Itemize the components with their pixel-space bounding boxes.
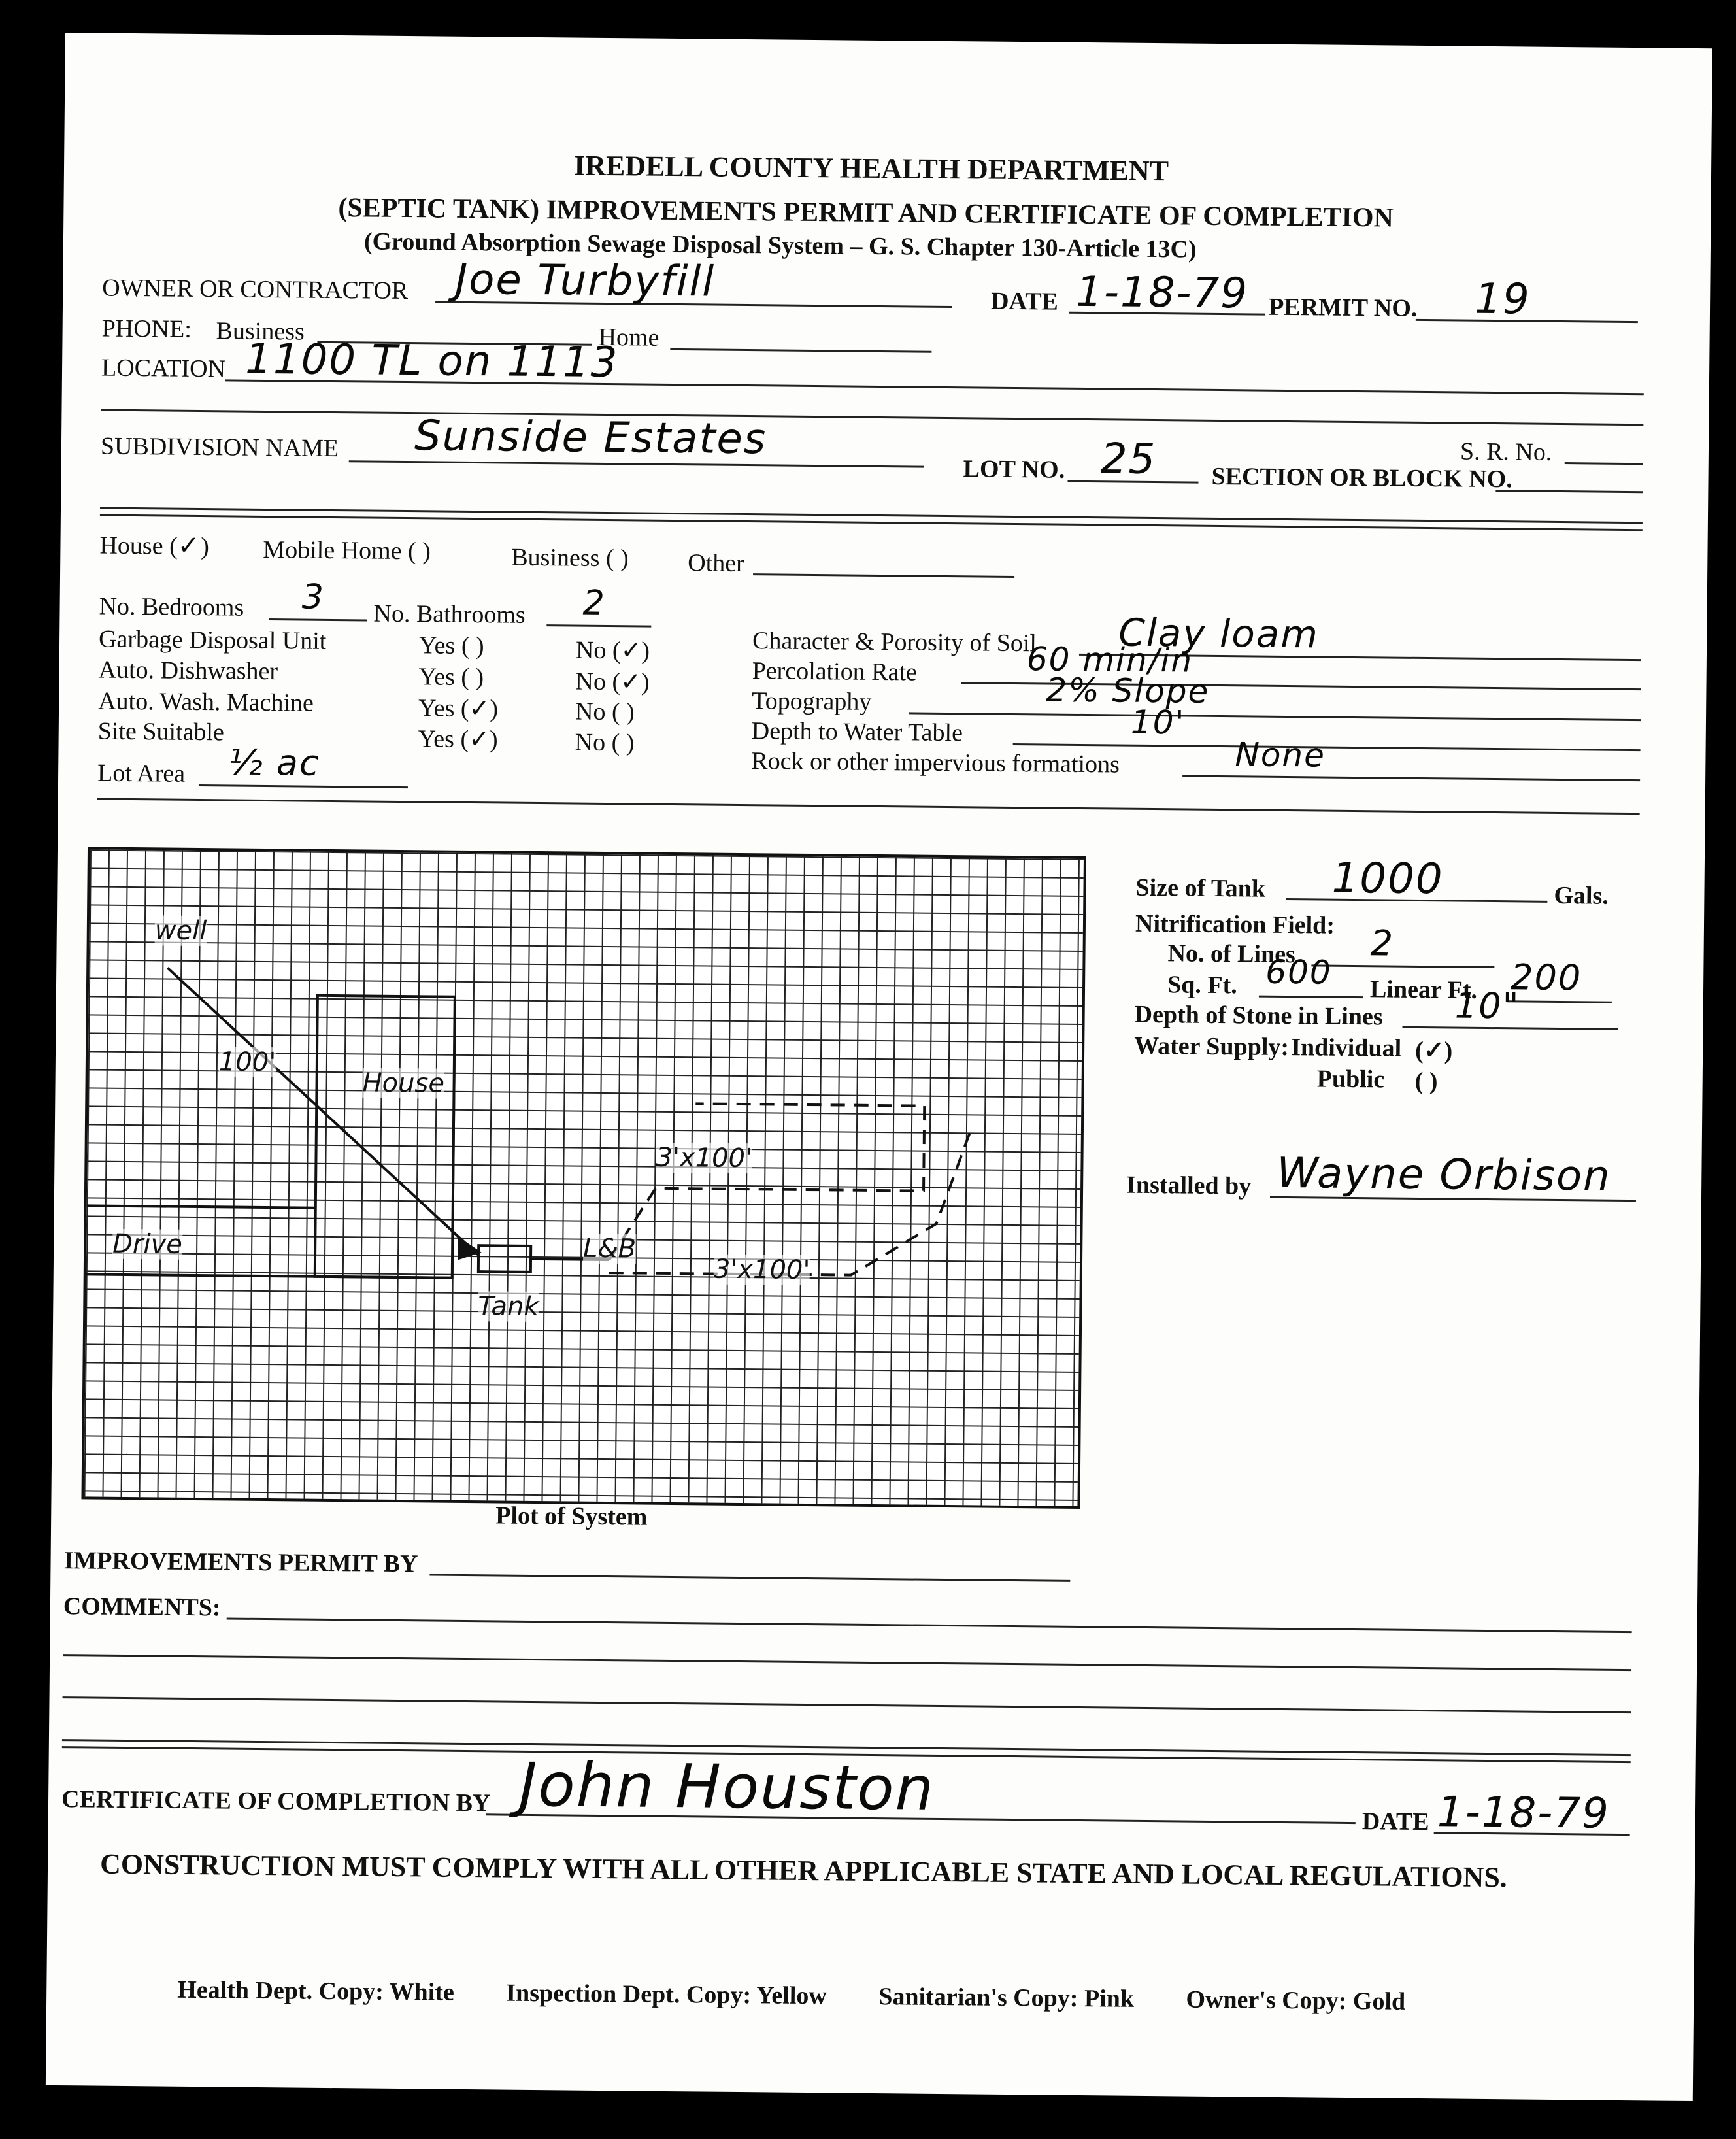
- bathrooms-value: 2: [582, 583, 607, 623]
- copy-sanitarian: Sanitarian's Copy: Pink: [878, 1983, 1135, 2013]
- flow-arrow: [459, 1239, 478, 1258]
- plot-label-distance: 100': [218, 1047, 276, 1078]
- location-label: LOCATION: [101, 354, 226, 383]
- permit-label: PERMIT NO.: [1268, 293, 1418, 322]
- washer-yes: Yes (✓): [418, 694, 499, 723]
- water-supply-label: Water Supply:: [1133, 1032, 1290, 1062]
- plot-label-line-1: 3'x100': [656, 1142, 753, 1174]
- bathrooms-line: [546, 624, 651, 628]
- lot-value: 25: [1100, 435, 1157, 484]
- bedrooms-label: No. Bedrooms: [99, 592, 244, 622]
- comments-line-1: [227, 1617, 1632, 1633]
- stone-depth-label: Depth of Stone in Lines: [1134, 1000, 1383, 1031]
- comments-label: COMMENTS:: [63, 1592, 221, 1622]
- sr-label: S. R. No.: [1460, 437, 1552, 466]
- plot-caption: Plot of System: [495, 1502, 648, 1531]
- linear-ft-label: Linear Ft.: [1369, 975, 1478, 1004]
- lines-label: No. of Lines: [1167, 939, 1296, 969]
- linear-ft-line: [1507, 1000, 1612, 1003]
- well-to-tank-line: [165, 968, 481, 1256]
- compliance-notice: CONSTRUCTION MUST COMPLY WITH ALL OTHER APPLICABLE STATE AND LOCAL REGULATIONS.: [99, 1847, 1508, 1894]
- phone-home-label: Home: [598, 323, 659, 352]
- certificate-date-value: 1-18-79: [1437, 1788, 1611, 1838]
- house-check: ✓: [177, 530, 201, 562]
- tank-outline: [478, 1245, 531, 1272]
- copy-owner: Owner's Copy: Gold: [1186, 1985, 1406, 2015]
- dishwasher-yes: Yes ( ): [418, 663, 484, 692]
- topography-label: Topography: [752, 687, 872, 716]
- business-option: Business ( ): [511, 543, 629, 573]
- section-line: [1495, 490, 1643, 493]
- sqft-value: 600: [1265, 952, 1333, 992]
- soil-divider: [97, 798, 1640, 815]
- site-suitable-label: Site Suitable: [97, 717, 225, 747]
- topography-line: [909, 712, 1641, 721]
- sqft-label: Sq. Ft.: [1167, 971, 1237, 1000]
- house-option: [99, 530, 209, 562]
- certificate-label: CERTIFICATE OF COMPLETION BY: [61, 1785, 491, 1817]
- comments-line-2: [63, 1654, 1631, 1671]
- lot-label: LOT NO.: [963, 455, 1065, 484]
- drainfield-line-upper: [609, 1103, 924, 1263]
- lot-area-label: Lot Area: [97, 759, 186, 788]
- form-subtitle: (Ground Absorption Sewage Disposal System – G. S. Chapter 130-Article 13C): [363, 227, 1197, 263]
- section-divider: [100, 507, 1643, 531]
- other-label: Other: [688, 549, 744, 578]
- water-public-check: ( ): [1414, 1067, 1438, 1096]
- topography-value: 2% Slope: [1046, 671, 1210, 711]
- mobile-home-option: Mobile Home ( ): [263, 535, 431, 565]
- dishwasher-no: No (✓): [575, 667, 650, 696]
- improvements-line: [429, 1574, 1070, 1581]
- rock-label: Rock or other impervious formations: [751, 747, 1120, 779]
- other-line: [753, 573, 1014, 578]
- lot-area-value: ½ ac: [227, 741, 320, 784]
- linear-ft-value: 200: [1510, 956, 1582, 999]
- form-title: (SEPTIC TANK) IMPROVEMENTS PERMIT AND CERTIFICATE OF COMPLETION: [338, 193, 1394, 233]
- soil-character-value: Clay loam: [1118, 610, 1320, 657]
- water-public-label: Public: [1316, 1065, 1385, 1094]
- garbage-disposal-yes: Yes ( ): [418, 632, 484, 660]
- phone-label: PHONE:: [101, 314, 192, 343]
- copy-health-dept: Health Dept. Copy: White: [177, 1976, 455, 2006]
- plot-drawing: [84, 849, 1084, 1506]
- subdivision-value: Sunside Estates: [414, 412, 767, 464]
- lines-line: [1311, 964, 1494, 968]
- section-label: SECTION OR BLOCK NO.: [1211, 462, 1513, 494]
- plot-label-inline: L&B: [582, 1233, 637, 1264]
- house-option-label: House (: [99, 531, 178, 560]
- tank-unit: Gals.: [1554, 881, 1609, 910]
- date-value: 1-18-79: [1075, 267, 1249, 318]
- water-individual-label: Individual: [1290, 1034, 1402, 1062]
- plot-label-well: well: [154, 915, 207, 947]
- bathrooms-label: No. Bathrooms: [373, 599, 526, 629]
- plot-label-tank: Tank: [478, 1291, 539, 1322]
- phone-business-label: Business: [216, 317, 305, 346]
- rock-value: None: [1235, 735, 1326, 775]
- dishwasher-label: Auto. Dishwasher: [98, 656, 278, 686]
- installed-by-value: Wayne Orbison: [1276, 1149, 1611, 1201]
- site-suitable-yes: Yes (✓): [418, 725, 498, 754]
- washer-label: Auto. Wash. Machine: [97, 687, 314, 717]
- improvements-label: IMPROVEMENTS PERMIT BY: [63, 1547, 418, 1578]
- garbage-disposal-label: Garbage Disposal Unit: [98, 625, 327, 655]
- water-table-label: Depth to Water Table: [751, 717, 963, 747]
- tank-size-value: 1000: [1331, 854, 1444, 904]
- nitrification-label: Nitrification Field:: [1135, 909, 1335, 939]
- stone-depth-value: 10": [1454, 985, 1520, 1027]
- agency-heading: IREDELL COUNTY HEALTH DEPARTMENT: [573, 149, 1169, 188]
- washer-no: No ( ): [575, 698, 635, 726]
- location-line-2: [101, 409, 1643, 426]
- comments-line-3: [63, 1696, 1631, 1713]
- tank-size-label: Size of Tank: [1135, 873, 1266, 903]
- installed-by-label: Installed by: [1126, 1171, 1252, 1200]
- soil-character-label: Character & Porosity of Soil: [752, 627, 1037, 658]
- plot-grid: [81, 847, 1086, 1509]
- owner-label: OWNER OR CONTRACTOR: [102, 274, 409, 305]
- site-suitable-no: No ( ): [575, 728, 635, 757]
- subdivision-label: SUBDIVISION NAME: [100, 432, 339, 463]
- water-individual-check: (✓): [1414, 1036, 1453, 1065]
- lines-value: 2: [1370, 922, 1395, 964]
- drive-line-top: [87, 1205, 316, 1207]
- sr-line: [1565, 462, 1643, 465]
- plot-label-drive: Drive: [112, 1228, 183, 1260]
- permit-value: 19: [1474, 275, 1531, 324]
- permit-form: [46, 33, 1712, 2101]
- copy-inspection-dept: Inspection Dept. Copy: Yellow: [506, 1979, 827, 2010]
- sqft-line: [1259, 996, 1363, 999]
- phone-home-line: [670, 348, 931, 353]
- garbage-disposal-no: No (✓): [575, 636, 650, 665]
- date-label: DATE: [990, 287, 1059, 316]
- stone-depth-line: [1402, 1026, 1618, 1030]
- plot-label-line-2: 3'x100': [713, 1254, 810, 1286]
- percolation-label: Percolation Rate: [752, 657, 918, 686]
- percolation-value: 60 min/in: [1026, 640, 1194, 680]
- bedrooms-line: [269, 618, 367, 621]
- certificate-signature: John Houston: [518, 1749, 935, 1824]
- owner-value: Joe Turbyfill: [455, 255, 716, 307]
- bedrooms-value: 3: [301, 577, 326, 617]
- house-option-close: ): [201, 533, 210, 561]
- plot-label-house: House: [362, 1068, 445, 1099]
- certificate-date-label: DATE: [1361, 1808, 1429, 1836]
- house-outline: [315, 996, 455, 1278]
- water-table-value: 10': [1130, 703, 1186, 742]
- rock-line: [1182, 775, 1640, 781]
- location-value: 1100 TL on 1113: [244, 335, 619, 388]
- lot-area-line: [199, 784, 408, 788]
- copy-distribution: [177, 1976, 1451, 2017]
